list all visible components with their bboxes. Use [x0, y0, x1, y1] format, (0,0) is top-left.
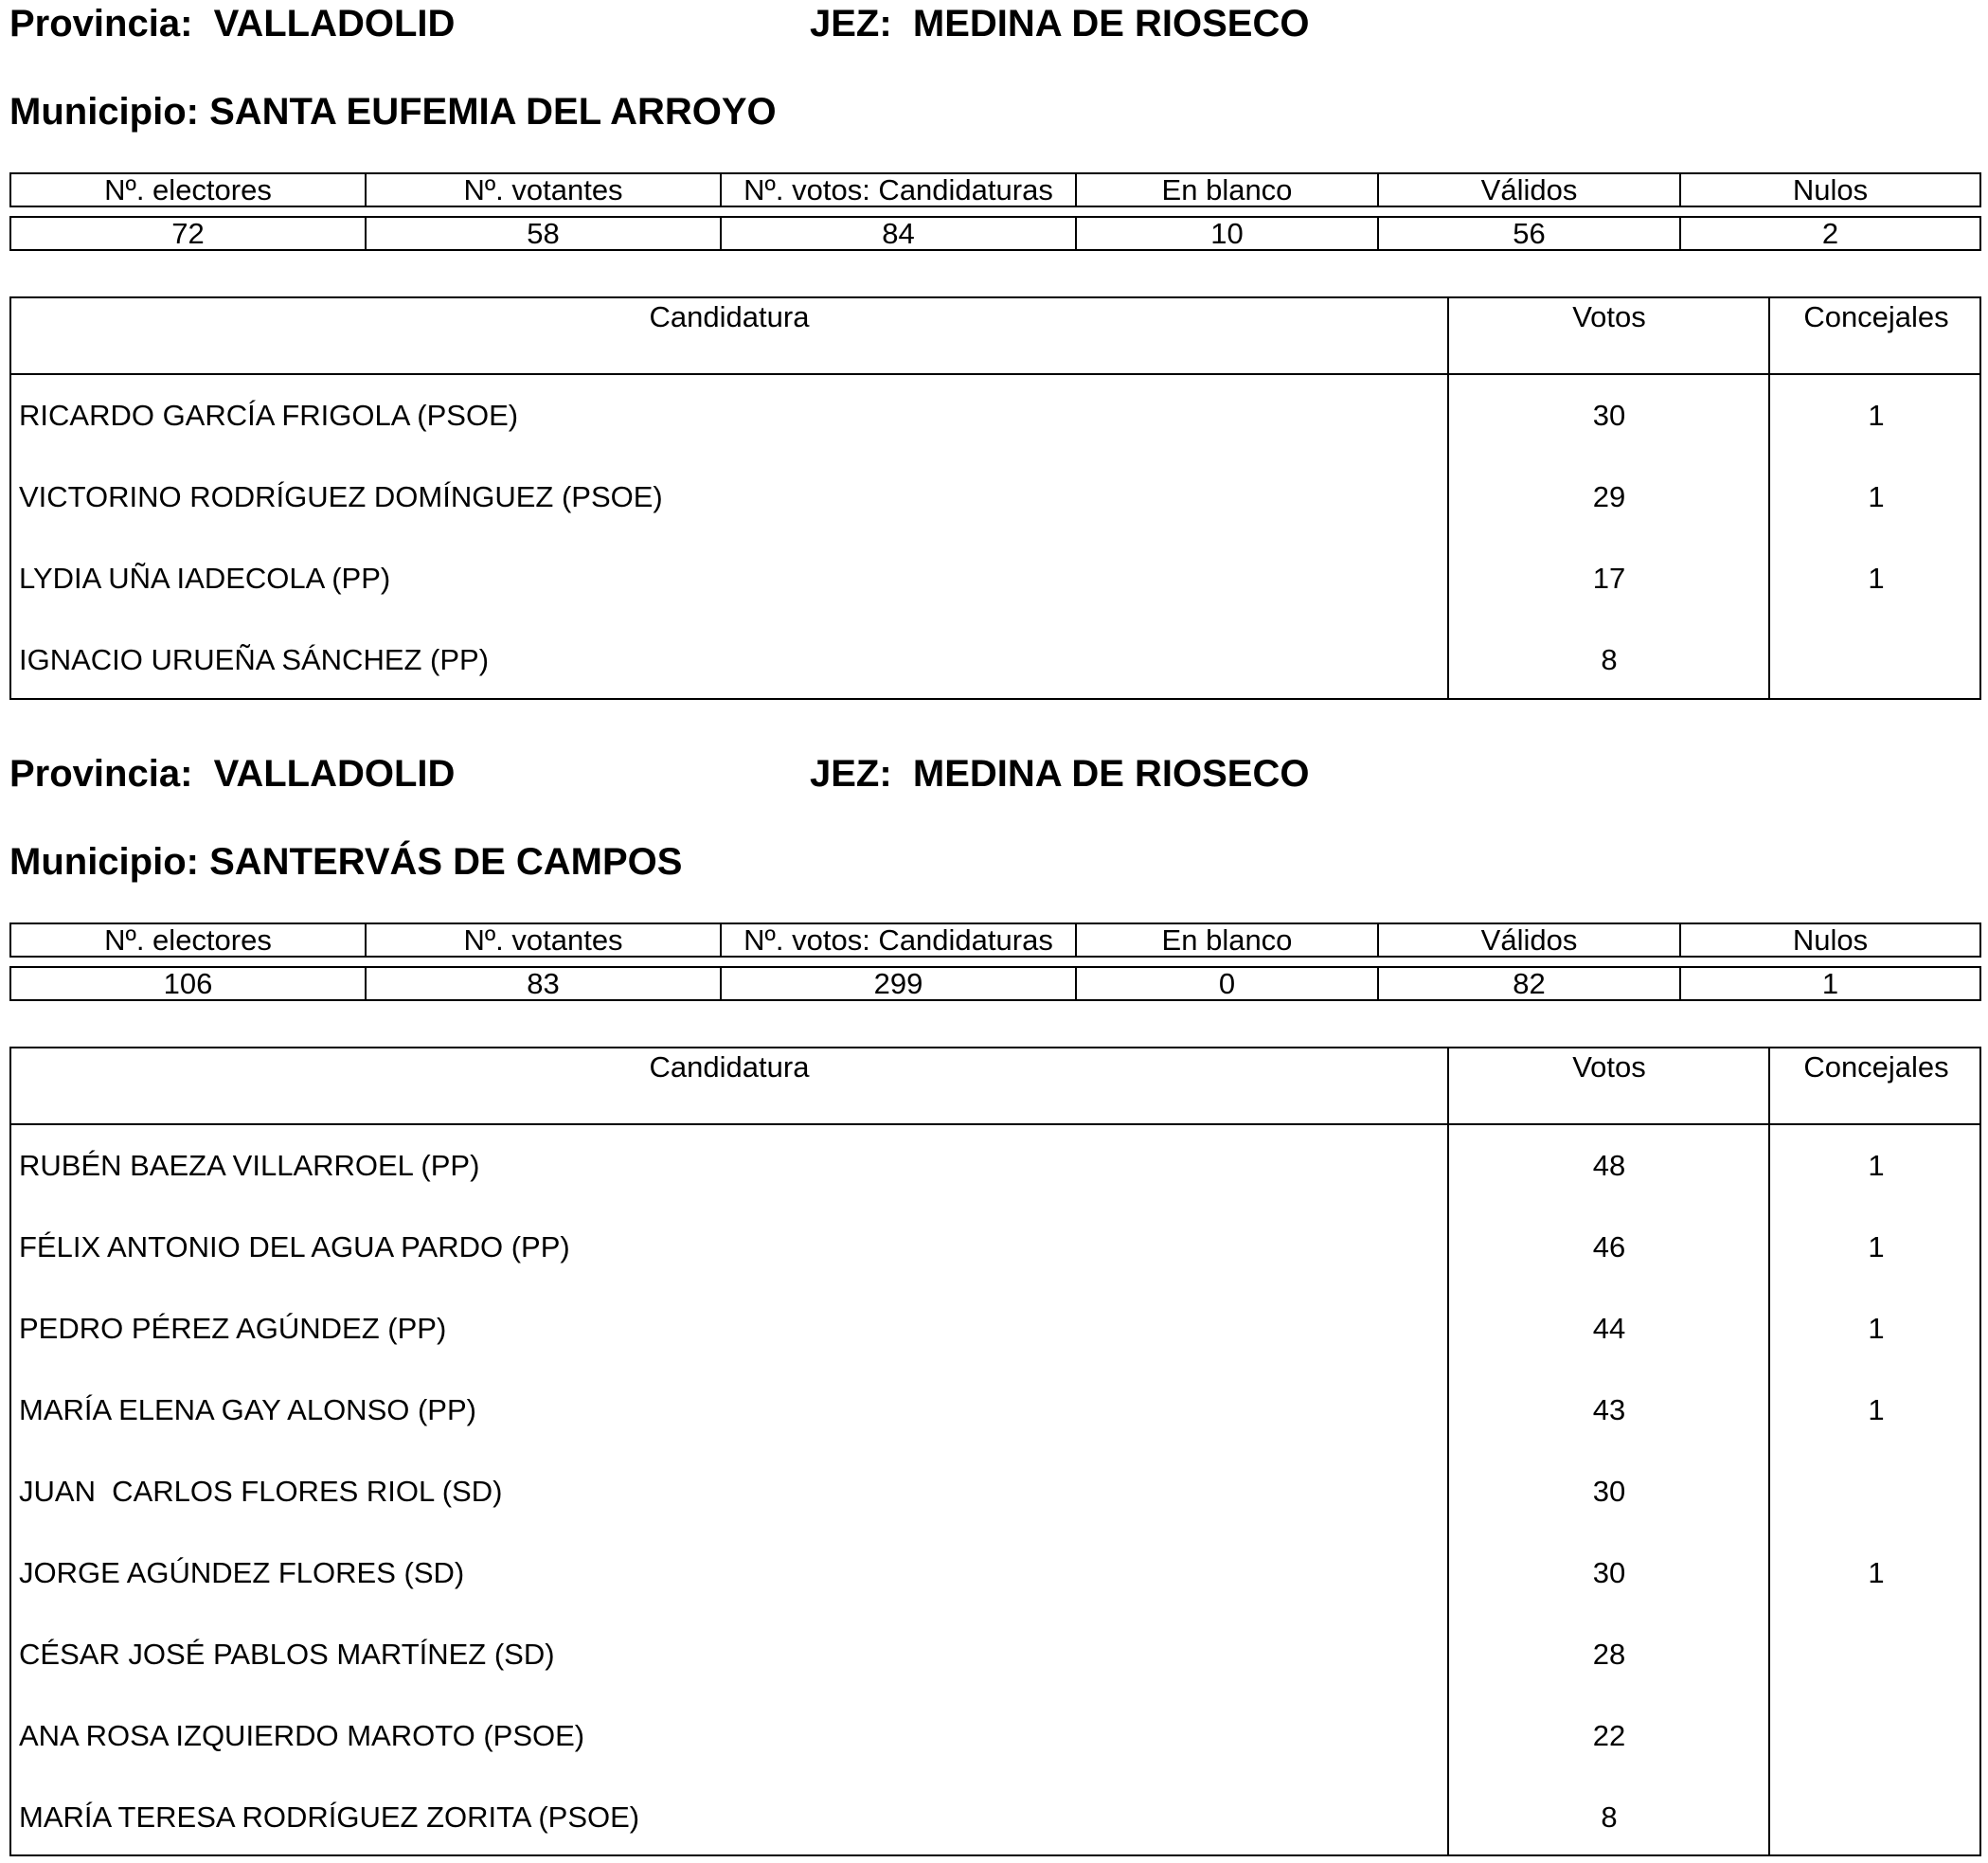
stats-value-cell: 84	[722, 218, 1077, 249]
candidate-name: IGNACIO URUEÑA SÁNCHEZ (PP)	[19, 643, 490, 676]
stats-header-cell: Nº. votos: Candidaturas	[722, 924, 1077, 956]
candidate-name: FÉLIX ANTONIO DEL AGUA PARDO (PP)	[19, 1230, 570, 1263]
provincia-heading	[9, 5, 455, 43]
table-row	[11, 1451, 1979, 1532]
candidatura-header: Candidatura	[649, 300, 810, 333]
stats-header-cell: Válidos	[1379, 924, 1681, 956]
candidate-votes: 43	[1592, 1393, 1626, 1426]
candidates-table	[9, 296, 1981, 700]
candidate-concejales: 1	[1868, 1230, 1885, 1263]
jez-label: JEZ:	[810, 3, 892, 45]
stats-header-cell: Nº. electores	[11, 924, 367, 956]
candidate-votes: 22	[1592, 1719, 1626, 1752]
jez-label: JEZ:	[810, 753, 892, 795]
jez-heading	[810, 755, 1309, 793]
candidate-name: LYDIA UÑA IADECOLA (PP)	[19, 562, 391, 595]
stats-header-row	[9, 172, 1981, 207]
table-row	[11, 538, 1979, 619]
municipio-value: SANTERVÁS DE CAMPOS	[209, 841, 683, 883]
concejales-header: Concejales	[1803, 1050, 1949, 1084]
stats-header-cell: En blanco	[1077, 924, 1379, 956]
table-row	[11, 375, 1979, 457]
stats-value-row	[9, 216, 1981, 251]
table-row	[11, 1777, 1979, 1858]
concejales-header: Concejales	[1803, 300, 1949, 333]
table-row	[11, 1614, 1979, 1695]
votos-header: Votos	[1572, 1050, 1646, 1084]
stats-value-cell: 58	[367, 218, 722, 249]
candidate-name: MARÍA ELENA GAY ALONSO (PP)	[19, 1393, 476, 1426]
stats-value-cell: 10	[1077, 218, 1379, 249]
candidate-name: CÉSAR JOSÉ PABLOS MARTÍNEZ (SD)	[19, 1638, 555, 1671]
candidate-name: JUAN CARLOS FLORES RIOL (SD)	[19, 1475, 503, 1508]
table-row	[11, 1125, 1979, 1207]
candidate-name: ANA ROSA IZQUIERDO MAROTO (PSOE)	[19, 1719, 585, 1752]
stats-header-cell: Nº. votantes	[367, 924, 722, 956]
table-row	[11, 457, 1979, 538]
candidate-votes: 28	[1592, 1638, 1626, 1671]
municipio-value: SANTA EUFEMIA DEL ARROYO	[209, 91, 777, 133]
candidate-votes: 30	[1592, 1475, 1626, 1508]
stats-value-cell: 82	[1379, 968, 1681, 999]
stats-header-cell: Nº. electores	[11, 174, 367, 206]
candidate-votes: 44	[1592, 1312, 1626, 1345]
section-santervas-de-campos	[0, 750, 1988, 1863]
stats-header-cell: Nulos	[1792, 173, 1869, 206]
candidate-concejales: 1	[1868, 399, 1885, 432]
stats-value-cell: 106	[11, 968, 367, 999]
candidate-votes: 30	[1592, 1556, 1626, 1589]
jez-value: MEDINA DE RIOSECO	[912, 3, 1310, 45]
municipio-label: Municipio:	[9, 841, 199, 883]
candidate-concejales: 1	[1868, 1149, 1885, 1182]
municipio-label: Municipio:	[9, 91, 199, 133]
candidate-votes: 29	[1592, 480, 1626, 513]
stats-value-row	[9, 966, 1981, 1001]
candidate-name: JORGE AGÚNDEZ FLORES (SD)	[19, 1556, 465, 1589]
stats-value-cell: 1	[1821, 967, 1839, 1000]
provincia-label: Provincia:	[9, 3, 193, 45]
votos-header: Votos	[1572, 300, 1646, 333]
candidate-concejales: 1	[1868, 1556, 1885, 1589]
section-santa-eufemia	[0, 0, 1988, 750]
provincia-label: Provincia:	[9, 753, 193, 795]
table-row	[11, 1207, 1979, 1288]
table-row	[11, 1370, 1979, 1451]
stats-header-row	[9, 923, 1981, 958]
stats-header-cell: Válidos	[1379, 174, 1681, 206]
jez-heading	[810, 5, 1309, 43]
candidate-votes: 17	[1592, 562, 1626, 595]
table-row	[11, 619, 1979, 701]
candidate-votes: 46	[1592, 1230, 1626, 1263]
stats-header-cell: Nº. votos: Candidaturas	[722, 174, 1077, 206]
stats-value-cell: 0	[1077, 968, 1379, 999]
table-row	[11, 1288, 1979, 1370]
candidatura-header: Candidatura	[649, 1050, 810, 1084]
stats-header-cell: En blanco	[1077, 174, 1379, 206]
stats-value-cell: 299	[722, 968, 1077, 999]
candidates-table	[9, 1047, 1981, 1856]
candidate-concejales: 1	[1868, 1393, 1885, 1426]
provincia-value: VALLADOLID	[213, 3, 456, 45]
municipio-heading	[9, 93, 777, 131]
stats-table	[9, 923, 1981, 1002]
candidate-name: RICARDO GARCÍA FRIGOLA (PSOE)	[19, 399, 519, 432]
candidate-name: RUBÉN BAEZA VILLARROEL (PP)	[19, 1149, 480, 1182]
stats-header-cell: Nulos	[1792, 923, 1869, 957]
candidate-votes: 48	[1592, 1149, 1626, 1182]
municipio-heading	[9, 843, 682, 881]
candidate-votes: 8	[1601, 1800, 1618, 1834]
candidate-votes: 8	[1601, 643, 1618, 676]
candidate-name: VICTORINO RODRÍGUEZ DOMÍNGUEZ (PSOE)	[19, 480, 663, 513]
candidate-votes: 30	[1592, 399, 1626, 432]
table-row	[11, 1532, 1979, 1614]
stats-value-cell: 72	[11, 218, 367, 249]
stats-value-cell: 2	[1821, 217, 1839, 250]
table-row	[11, 1695, 1979, 1777]
stats-value-cell: 83	[367, 968, 722, 999]
stats-header-cell: Nº. votantes	[367, 174, 722, 206]
provincia-value: VALLADOLID	[213, 753, 456, 795]
provincia-heading	[9, 755, 455, 793]
stats-value-cell: 56	[1379, 218, 1681, 249]
candidate-concejales: 1	[1868, 1312, 1885, 1345]
candidate-concejales: 1	[1868, 480, 1885, 513]
candidate-name: MARÍA TERESA RODRÍGUEZ ZORITA (PSOE)	[19, 1800, 640, 1834]
jez-value: MEDINA DE RIOSECO	[912, 753, 1310, 795]
candidate-concejales: 1	[1868, 562, 1885, 595]
candidate-name: PEDRO PÉREZ AGÚNDEZ (PP)	[19, 1312, 447, 1345]
stats-table	[9, 172, 1981, 252]
